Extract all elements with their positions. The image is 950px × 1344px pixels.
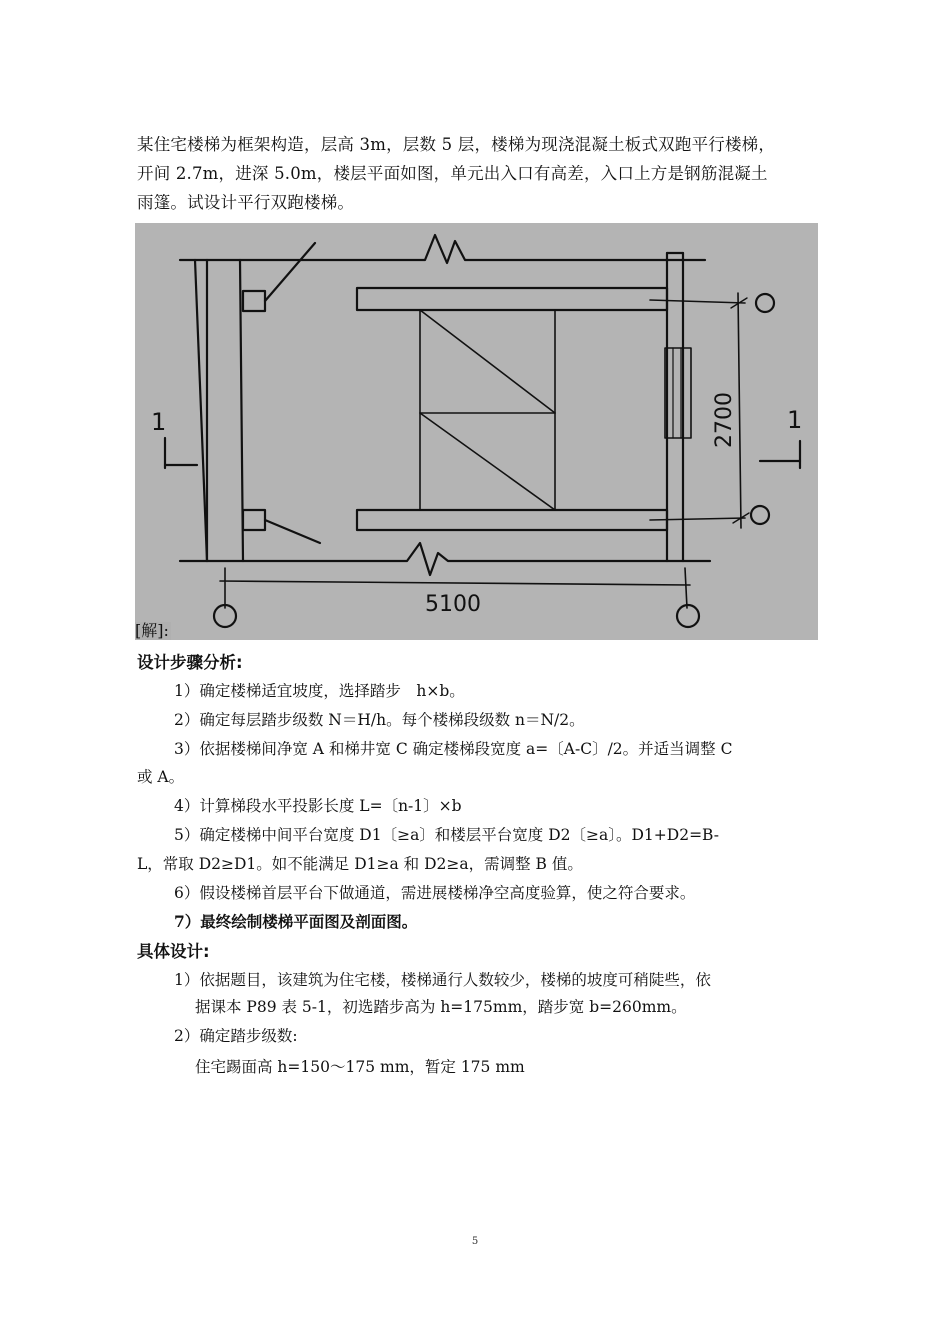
analysis-step-5: 5）确定楼梯中间平台宽度 D1〔≥a〕和楼层平台宽度 D2〔≥a〕。D1+D2=B- bbox=[174, 826, 719, 844]
analysis-step-4: 4）计算梯段水平投影长度 L=〔n-1〕×b bbox=[174, 797, 462, 815]
design-item-2: 2）确定踏步级数: bbox=[174, 1027, 298, 1045]
analysis-title: 设计步骤分析: bbox=[137, 653, 243, 672]
analysis-step-3-cont: 或 A。 bbox=[137, 768, 185, 786]
dim-label-width: 5100 bbox=[425, 592, 481, 617]
left-column-top bbox=[243, 291, 265, 311]
page-number: 5 bbox=[471, 1236, 479, 1247]
design-item-1-cont: 据课本 P89 表 5-1，初选踏步高为 h=175mm，踏步宽 b=260mm。 bbox=[195, 998, 687, 1016]
intro-line-1: 某住宅楼梯为框架构造，层高 3m，层数 5 层，楼梯为现浇混凝土板式双跑平行楼梯， bbox=[137, 135, 776, 154]
design-title: 具体设计: bbox=[137, 942, 210, 961]
left-wall-outer bbox=[195, 260, 207, 561]
intro-line-3: 雨篷。试设计平行双跑楼梯。 bbox=[137, 193, 355, 212]
analysis-step-3: 3）依据楼梯间净宽 A 和梯井宽 C 确定楼梯段宽度 a=〔A-C〕/2。并适当调整 C bbox=[174, 740, 733, 758]
stair-diagonal-bottom bbox=[420, 413, 555, 510]
bottom-wall-line bbox=[180, 543, 710, 575]
axis-circle-bottom-right bbox=[751, 506, 769, 524]
axis-circle-bottom-right-2 bbox=[677, 605, 699, 627]
stair-plan-drawing bbox=[135, 223, 818, 640]
design-item-1: 1）依据题目，该建筑为住宅楼，楼梯通行人数较少，楼梯的坡度可稍陡些，依 bbox=[174, 971, 711, 989]
stair-plan-figure bbox=[135, 223, 818, 640]
analysis-step-7: 7）最终绘制楼梯平面图及剖面图。 bbox=[174, 912, 418, 931]
analysis-step-2: 2）确定每层踏步级数 N＝H/h。每个楼梯段级数 n＝N/2。 bbox=[174, 711, 585, 729]
dim-label-depth: 2700 bbox=[712, 392, 737, 448]
section-label-left: 1 bbox=[151, 408, 167, 436]
bottom-slab bbox=[357, 510, 667, 530]
axis-circle-top-right bbox=[756, 294, 774, 312]
analysis-step-5-cont: L，常取 D2≥D1。如不能满足 D1≥a 和 D2≥a，需调整 B 值。 bbox=[137, 855, 583, 873]
top-slab bbox=[357, 288, 667, 310]
design-item-2-detail: 住宅踢面高 h=150～175 mm，暂定 175 mm bbox=[195, 1058, 525, 1076]
analysis-step-1: 1）确定楼梯适宜坡度，选择踏步 h×b。 bbox=[174, 682, 465, 700]
stair-diagonal-top bbox=[420, 310, 555, 413]
solution-label: [解]: bbox=[135, 621, 169, 640]
dim-line-depth bbox=[738, 293, 741, 528]
left-column-bottom bbox=[243, 510, 265, 530]
dim-line-width bbox=[220, 581, 690, 585]
intro-line-2: 开间 2.7m，进深 5.0m，楼层平面如图，单元出入口有高差，入口上方是钢筋混凝土 bbox=[137, 164, 768, 183]
top-wall-line bbox=[180, 235, 705, 263]
section-label-right: 1 bbox=[787, 406, 803, 434]
problem-statement bbox=[137, 130, 847, 217]
window bbox=[665, 348, 691, 438]
analysis-step-6: 6）假设楼梯首层平台下做通道，需进展楼梯净空高度验算，使之符合要求。 bbox=[174, 884, 696, 902]
